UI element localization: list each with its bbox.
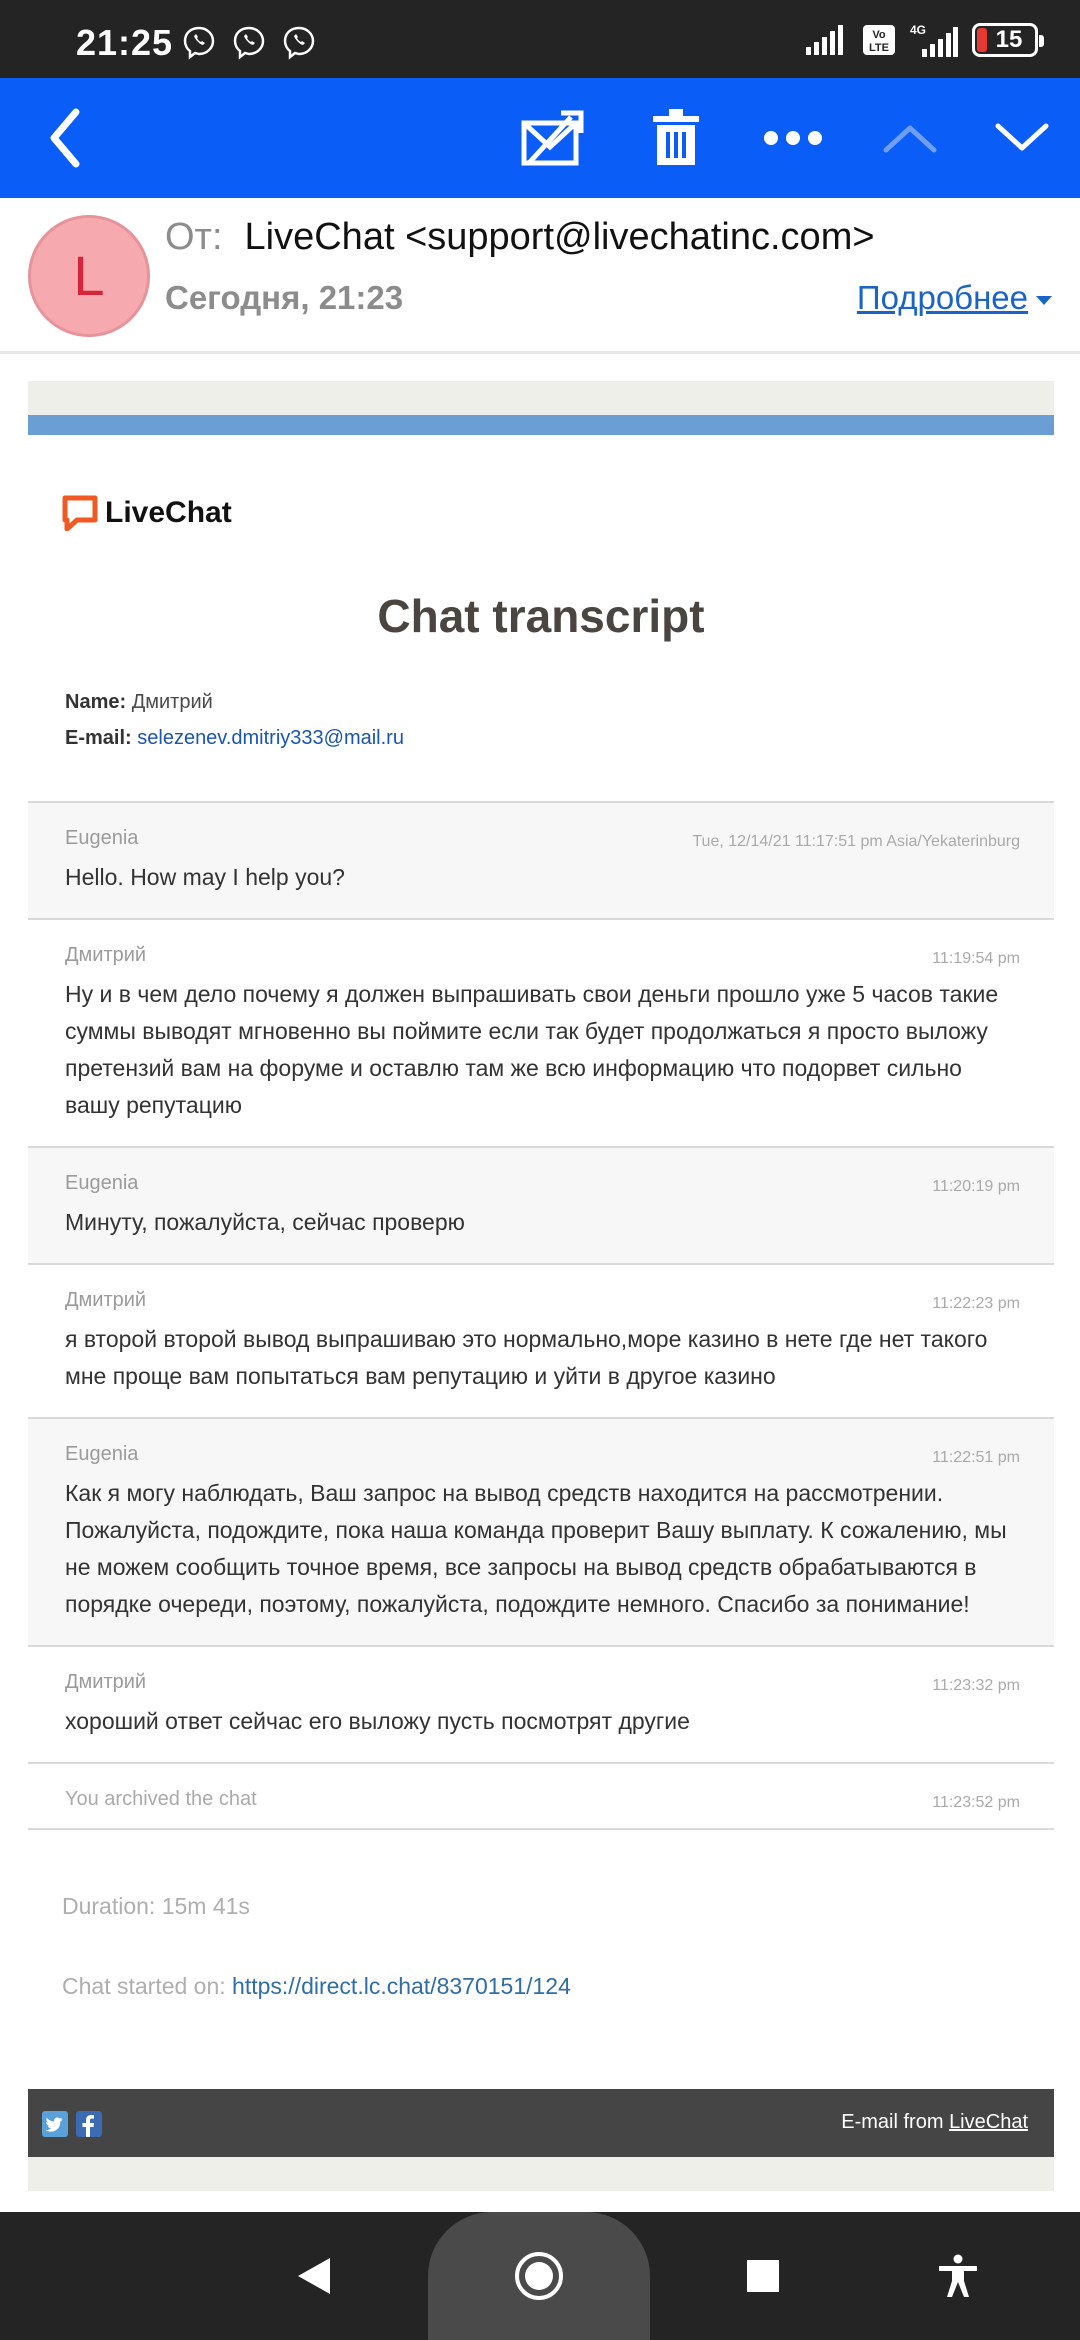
message-author: Дмитрий bbox=[65, 1289, 147, 1311]
nav-home-button[interactable] bbox=[489, 2212, 589, 2340]
trash-icon bbox=[651, 108, 701, 168]
transcript-title: Chat transcript bbox=[377, 590, 705, 642]
mail-top-band bbox=[28, 381, 1054, 415]
volte-icon bbox=[862, 24, 896, 56]
chat-started-link[interactable]: https://direct.lc.chat/8370151/124 bbox=[232, 1973, 571, 1999]
more-icon bbox=[763, 130, 823, 146]
email-date: Сегодня, 21:23 bbox=[165, 279, 404, 316]
chat-started bbox=[62, 1973, 571, 2000]
message-author: Eugenia bbox=[65, 1443, 139, 1465]
message bbox=[28, 801, 1054, 918]
chat-started-label: Chat started on: bbox=[62, 1973, 226, 1999]
system-message-time: 11:23:52 pm bbox=[932, 1794, 1020, 1811]
mail-stripe bbox=[28, 415, 1054, 435]
email-link[interactable]: selezenev.dmitriy333@mail.ru bbox=[137, 727, 404, 749]
visitor-email bbox=[65, 727, 404, 750]
battery-indicator bbox=[972, 23, 1038, 57]
svg-text:4G: 4G bbox=[910, 23, 927, 37]
message-time: 11:20:19 pm bbox=[932, 1178, 1020, 1195]
status-indicators bbox=[806, 20, 1038, 60]
from-value[interactable]: LiveChat <support@livechatinc.com> bbox=[244, 216, 875, 258]
sender-avatar[interactable]: L bbox=[28, 215, 150, 337]
status-time: 21:25 bbox=[76, 22, 174, 63]
nav-back-button[interactable] bbox=[264, 2212, 364, 2340]
accessibility-icon bbox=[936, 2254, 980, 2298]
chevron-down-icon bbox=[1036, 296, 1052, 305]
message bbox=[28, 1263, 1054, 1417]
message-author: Дмитрий bbox=[65, 944, 147, 966]
email-body bbox=[28, 381, 1054, 2207]
previous-icon bbox=[882, 122, 938, 154]
email-toolbar bbox=[0, 78, 1080, 198]
nav-home-icon bbox=[513, 2250, 565, 2302]
viber-icon bbox=[180, 24, 218, 62]
next-email-button[interactable] bbox=[982, 98, 1062, 178]
message-time: 11:23:32 pm bbox=[932, 1677, 1020, 1694]
livechat-logo bbox=[61, 495, 232, 531]
facebook-icon[interactable] bbox=[76, 2111, 102, 2137]
message bbox=[28, 1645, 1054, 1762]
previous-email-button[interactable] bbox=[870, 98, 950, 178]
back-button[interactable] bbox=[26, 98, 106, 178]
message-author: Eugenia bbox=[65, 1172, 139, 1194]
mail-bottom-band bbox=[28, 2157, 1054, 2191]
livechat-footer-link[interactable]: LiveChat bbox=[949, 2111, 1028, 2133]
message-list bbox=[28, 801, 1054, 1830]
message bbox=[28, 1146, 1054, 1263]
mark-unread-button[interactable] bbox=[514, 98, 594, 178]
message-time: Tue, 12/14/21 11:17:51 pm Asia/Yekaterinburg bbox=[692, 833, 1020, 850]
mark-unread-icon bbox=[521, 109, 587, 167]
message-time: 11:19:54 pm bbox=[932, 950, 1020, 967]
nav-back-icon bbox=[296, 2256, 332, 2296]
status-bar bbox=[0, 0, 1080, 78]
navigation-bar bbox=[0, 2212, 1080, 2340]
message-author: Дмитрий bbox=[65, 1671, 147, 1693]
signal-icon bbox=[806, 25, 848, 55]
livechat-logo-icon bbox=[61, 495, 99, 531]
name-value: Дмитрий bbox=[131, 691, 213, 713]
next-icon bbox=[994, 122, 1050, 154]
email-from-text: E-mail from bbox=[841, 2111, 944, 2133]
email-header bbox=[0, 198, 1080, 354]
nav-recents-icon bbox=[746, 2259, 780, 2293]
email-from bbox=[841, 2111, 1028, 2134]
message-text: Ну и в чем дело почему я должен выпрашивать свои деньги прошло уже 5 часов такие суммы выводят мгновенно вы поймите если так будет продолжаться я просто выложу претензий вам на форуме и оставлю там же всю информацию что подорвет сильно вашу репутацию bbox=[65, 981, 999, 1118]
svg-text:Vo: Vo bbox=[872, 29, 886, 41]
details-label: Подробнее bbox=[856, 279, 1028, 316]
svg-text:LTE: LTE bbox=[869, 42, 889, 54]
delete-button[interactable] bbox=[636, 98, 716, 178]
message-time: 11:22:51 pm bbox=[932, 1449, 1020, 1466]
livechat-logo-text: LiveChat bbox=[105, 496, 232, 529]
battery-level bbox=[977, 28, 987, 52]
visitor-name bbox=[65, 691, 213, 714]
name-label: Name: bbox=[65, 691, 127, 713]
message-time: 11:22:23 pm bbox=[932, 1295, 1020, 1312]
signal-4g-icon bbox=[910, 23, 958, 57]
more-button[interactable] bbox=[753, 98, 833, 178]
message-text: Как я могу наблюдать, Ваш запрос на вывод средств находится на рассмотрении. Пожалуйста, подождите, пока наша команда проверит Вашу выплату. К сожалению, мы не можем сообщить точное время, все запросы на вывод средств обрабатываются в порядке очереди, поэтому, пожалуйста, подождите немного. Спасибо за понимание! bbox=[65, 1480, 1007, 1617]
viber-icon bbox=[230, 24, 268, 62]
email-label: E-mail: bbox=[65, 727, 132, 749]
message bbox=[28, 918, 1054, 1146]
back-icon bbox=[46, 108, 86, 168]
twitter-icon[interactable] bbox=[42, 2111, 68, 2137]
battery-text: 15 bbox=[995, 26, 1023, 53]
mail-footer bbox=[28, 2089, 1054, 2157]
accessibility-button[interactable] bbox=[908, 2212, 1008, 2340]
message-author: Eugenia bbox=[65, 827, 139, 849]
details-link[interactable] bbox=[857, 279, 1052, 317]
viber-icon bbox=[280, 24, 318, 62]
system-message-text: You archived the chat bbox=[65, 1788, 257, 1810]
message-text: я второй второй вывод выпрашиваю это нормально,море казино в нете где нет такого мне проще вам попытаться вам репутацию и уйти в другое казино bbox=[65, 1326, 988, 1389]
nav-recents-button[interactable] bbox=[713, 2212, 813, 2340]
system-message bbox=[28, 1762, 1054, 1830]
from-label: От: bbox=[165, 216, 223, 258]
message-text: Минуту, пожалуйста, сейчас проверю bbox=[65, 1209, 465, 1235]
message-text: Hello. How may I help you? bbox=[65, 864, 345, 890]
from-line bbox=[165, 216, 875, 259]
message-text: хороший ответ сейчас его выложу пусть посмотрят другие bbox=[65, 1708, 690, 1734]
message bbox=[28, 1417, 1054, 1645]
chat-duration: Duration: 15m 41s bbox=[62, 1893, 250, 1919]
